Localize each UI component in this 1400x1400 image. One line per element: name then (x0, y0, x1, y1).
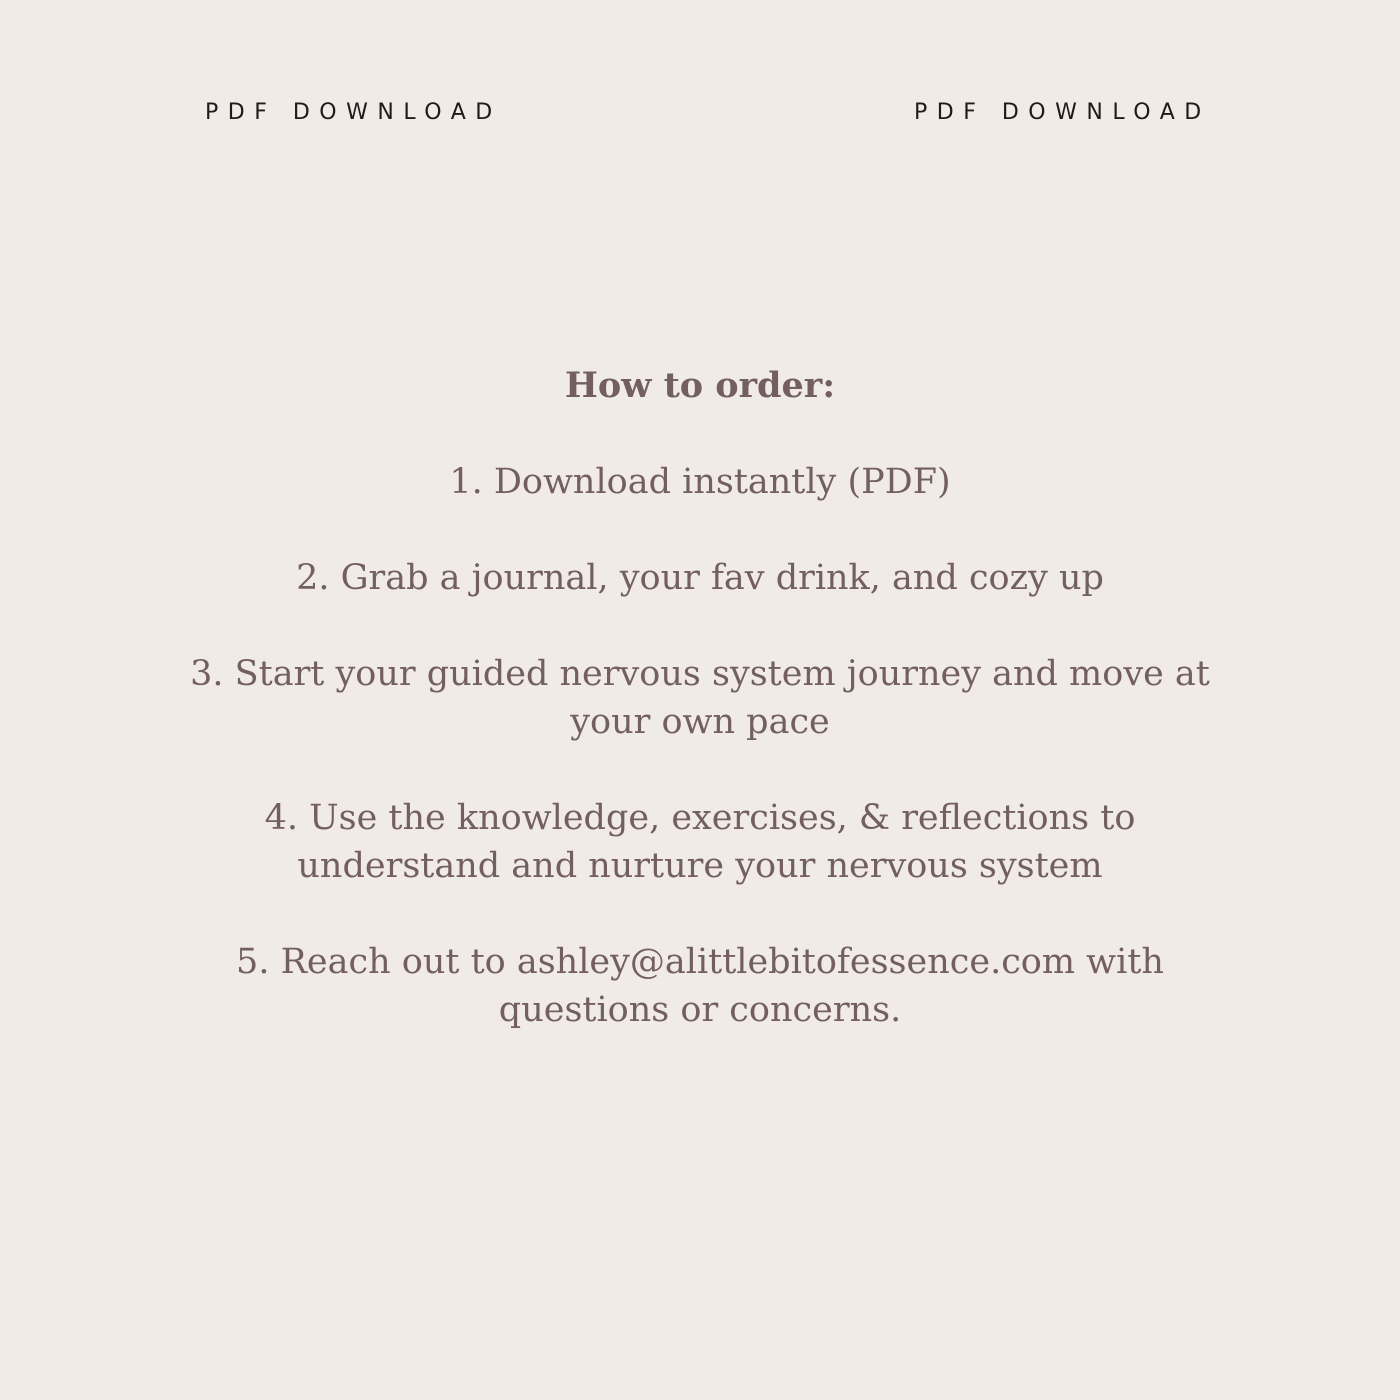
page-title: How to order: (564, 365, 836, 406)
step-4: 4. Use the knowledge, exercises, & reflections to understand and nurture your nervous system (264, 798, 1136, 886)
pdf-download-label-left: PDF DOWNLOAD (205, 100, 502, 125)
order-instructions (160, 362, 1240, 1034)
step-3: 3. Start your guided nervous system journey and move at your own pace (190, 654, 1210, 742)
step-5: 5. Reach out to ashley@alittlebitofessence.com with questions or concerns. (236, 942, 1164, 1030)
pdf-download-label-right: PDF DOWNLOAD (914, 100, 1211, 125)
step-2: 2. Grab a journal, your fav drink, and cozy up (296, 558, 1104, 598)
step-1: 1. Download instantly (PDF) (449, 462, 951, 502)
